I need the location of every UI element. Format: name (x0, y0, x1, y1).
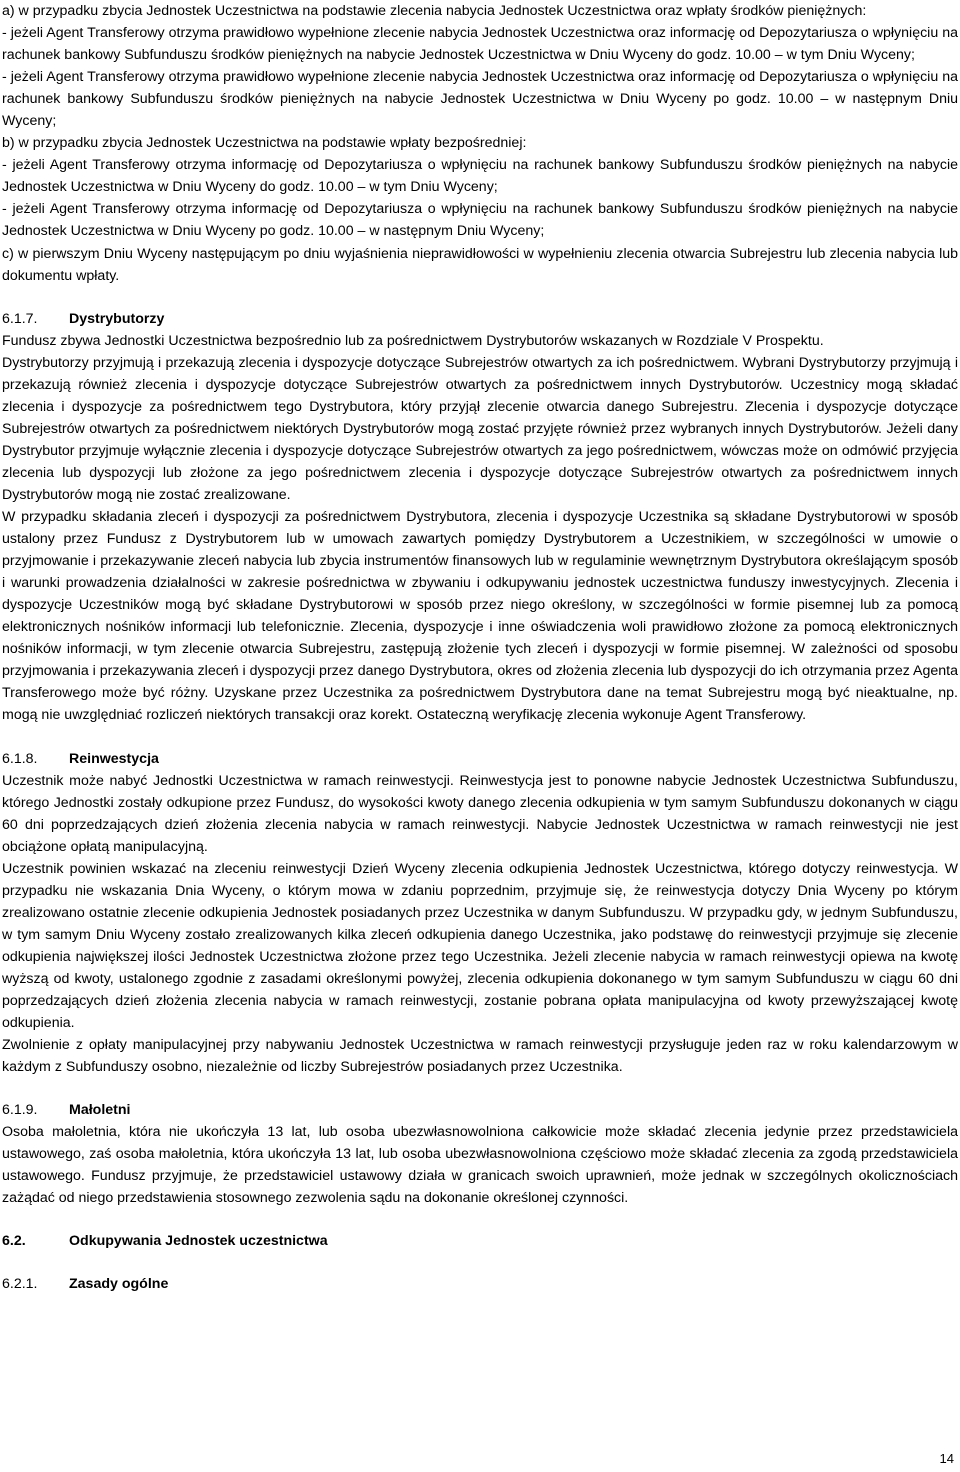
section-heading (2, 1230, 958, 1252)
section-heading (2, 1099, 958, 1121)
section-heading (2, 308, 958, 330)
paragraph: Uczestnik powinien wskazać na zleceniu reinwestycji Dzień Wyceny zlecenia odkupienia Jednostek Uczestnictwa, którego dotyczy reinwestycja. W przypadku nie wskazania Dnia Wyceny, o którym mowa w zdaniu poprzednim, przyjmuje się, że reinwestycja dotyczy Dnia Wyceny po którym zrealizowano ostatnie zlecenie odkupienia Jednostek posiadanych przez Uczestnika w danym Subfunduszu. W przypadku gdy, w jednym Subfunduszu, w tym samym Dniu Wyceny zostało zrealizowanych kilka zleceń odkupienia danego Uczestnika, jako podstawę do reinwestycji przyjmuje się zlecenie odkupienia największej ilości Jednostek Uczestnictwa złożone przez tego Uczestnika. Jeżeli zlecenie nabycia w ramach reinwestycji opiewa na kwotę wyższą od kwoty, ustalonego zgodnie z zasadami określonymi powyżej, zlecenia odkupienia dokonanego w tym samym Subfunduszu w ciągu 60 dni poprzedzających dzień złożenia zlecenia nabycia w ramach reinwestycji, zostanie pobrana opłata manipulacyjna od kwoty przewyższającej kwotę odkupienia. (2, 860, 958, 1032)
paragraph-gap (2, 1078, 958, 1099)
paragraph: Uczestnik może nabyć Jednostki Uczestnictwa w ramach reinwestycji. Reinwestycja jest to ponowne nabycie Jednostek Uczestnictwa Subfunduszu, którego Jednostki zostały odkupione przez Fundusz, do wysokości kwoty danego zlecenia odkupienia w tym samym Subfunduszu dokonanych w ciągu 60 dni poprzedzających dzień złożenia zlecenia nabycia w ramach reinwestycji. Nabycie Jednostek Uczestnictwa w ramach reinwestycji nie jest obciążone opłatą manipulacyjną. (2, 772, 958, 855)
paragraph: Zwolnienie z opłaty manipulacyjnej przy nabywaniu Jednostek Uczestnictwa w ramach reinwestycji przysługuje jeden raz w roku kalendarzowym w każdym z Subfunduszy osobno, niezależnie od liczby Subrejestrów posiadanych przez Uczestnika. (2, 1037, 958, 1076)
paragraph: c) w pierwszym Dniu Wyceny następującym po dniu wyjaśnienia nieprawidłowości w wypełnieniu zlecenia otwarcia Subrejestru lub zlecenia nabycia lub dokumentu wpłaty. (2, 245, 958, 284)
document-body (2, 0, 958, 1296)
paragraph-gap (2, 1209, 958, 1230)
section-title: Dystrybutorzy (69, 310, 165, 327)
paragraph-gap (2, 287, 958, 308)
section-heading (2, 1273, 958, 1295)
paragraph: Osoba małoletnia, która nie ukończyła 13 lat, lub osoba ubezwłasnowolniona całkowicie może składać zlecenia jedynie przez przedstawiciela ustawowego, zaś osoba małoletnia, która ukończyła 13 lat, lub osoba ubezwłasnowolniona częściowo może składać zlecenia za zgodą przedstawiciela ustawowego. Fundusz przyjmuje, że przedstawiciel ustawowy działa w granicach swoich uprawnień, może jednak w szczególnych okolicznościach zażądać od niego przedstawienia stosownego zezwolenia sądu na dokonanie określonej czynności. (2, 1124, 958, 1207)
paragraph: - jeżeli Agent Transferowy otrzyma prawidłowo wypełnione zlecenie nabycia Jednostek Uczestnictwa oraz informację od Depozytariusza o wpłynięciu na rachunek bankowy Subfunduszu środków pieniężnych na nabycie Jednostek Uczestnictwa w Dniu Wyceny po godz. 10.00 – w następnym Dniu Wyceny; (2, 69, 958, 130)
section-number: 6.1.8. (2, 750, 38, 767)
section-title: Małoletni (69, 1102, 131, 1119)
paragraph: - jeżeli Agent Transferowy otrzyma prawidłowo wypełnione zlecenie nabycia Jednostek Uczestnictwa oraz informację od Depozytariusza o wpłynięciu na rachunek bankowy Subfunduszu środków pieniężnych na nabycie Jednostek Uczestnictwa w Dniu Wyceny do godz. 10.00 – w tym Dniu Wyceny; (2, 25, 958, 64)
paragraph: - jeżeli Agent Transferowy otrzyma informację od Depozytariusza o wpłynięciu na rachunek bankowy Subfunduszu środków pieniężnych na nabycie Jednostek Uczestnictwa w Dniu Wyceny po godz. 10.00 – w następnym Dniu Wyceny; (2, 201, 958, 240)
section-heading (2, 748, 958, 770)
paragraph: a) w przypadku zbycia Jednostek Uczestnictwa na podstawie zlecenia nabycia Jednostek Uczestnictwa oraz wpłaty środków pieniężnych: (2, 3, 867, 19)
paragraph-gap (2, 727, 958, 748)
section-title: Reinwestycja (69, 750, 159, 767)
section-number: 6.1.9. (2, 1102, 38, 1119)
section-number: 6.2. (2, 1233, 26, 1250)
paragraph: Dystrybutorzy przyjmują i przekazują zlecenia i dyspozycje dotyczące Subrejestrów otwartych za ich pośrednictwem. Wybrani Dystrybutorzy przyjmują i przekazują również zlecenia i dyspozycje dotyczące Subrejestrów otwartych za pośrednictwem innych Dystrybutorów. Uczestnicy mogą składać zlecenia i dyspozycje za pośrednictwem tego Dystrybutora, który przyjął zlecenie otwarcia danego Subrejestru. Zlecenia i dyspozycje dotyczące Subrejestrów otwartych za pośrednictwem niektórych Dystrybutorów mogą zostać przyjęte również przez wybranych innych Dystrybutorów. Jeżeli dany Dystrybutor przyjmuje wyłącznie zlecenia i dyspozycje dotyczące Subrejestrów otwartych za jego pośrednictwem, wówczas może on odmówić przyjęcia zlecenia lub dyspozycji lub złożone za jego pośrednictwem zlecenia i dyspozycje dotyczące Subrejestrów otwartych za pośrednictwem innych Dystrybutorów mogą nie zostać zrealizowane. (2, 354, 958, 503)
paragraph-gap (2, 1252, 958, 1273)
section-title: Odkupywania Jednostek uczestnictwa (69, 1233, 328, 1250)
section-title: Zasady ogólne (69, 1276, 169, 1293)
paragraph: b) w przypadku zbycia Jednostek Uczestnictwa na podstawie wpłaty bezpośredniej: (2, 135, 527, 152)
section-number: 6.1.7. (2, 310, 38, 327)
paragraph: - jeżeli Agent Transferowy otrzyma informację od Depozytariusza o wpłynięciu na rachunek bankowy Subfunduszu środków pieniężnych na nabycie Jednostek Uczestnictwa w Dniu Wyceny do godz. 10.00 – w tym Dniu Wyceny; (2, 157, 958, 196)
paragraph: W przypadku składania zleceń i dyspozycji za pośrednictwem Dystrybutora, zlecenia i dyspozycje Uczestnika są składane Dystrybutorowi w sposób ustalony przez Fundusz z Dystrybutorem lub w umowach zawartych pomiędzy Dystrybutorem a Uczestnikiem, w szczególności w umowie o przyjmowanie i przekazywanie zleceń nabycia lub zbycia instrumentów finansowych lub w regulaminie wewnętrznym Dystrybutora określającym sposób i warunki prowadzenia działalności w zakresie pośrednictwa w zbywaniu i odkupywaniu jednostek uczestnictwa funduszy inwestycyjnych. Zlecenia i dyspozycje Uczestników mogą być składane Dystrybutorowi w sposób przez niego określony, w szczególności w formie pisemnej lub za pomocą elektronicznych nośników informacji lub telefonicznie. Zlecenia, dyspozycje i inne oświadczenia woli prawidłowo złożone za pomocą elektronicznych nośników informacji, w tym zlecenie otwarcia Subrejestru, zastępują złożenie tych zleceń i dyspozycji w formie pisemnej. W zależności od sposobu przyjmowania i przekazywania zleceń i dyspozycji przez danego Dystrybutora, okres od złożenia zlecenia lub dyspozycji do ich otrzymania przez Agenta Transferowego może być różny. Uzyskane przez Uczestnika za pośrednictwem Dystrybutora dane na temat Subrejestru mogą być nieaktualne, np. mogą nie uwzględniać rozliczeń niektórych transakcji oraz korekt. Ostateczną weryfikację zlecenia wykonuje Agent Transferowy. (2, 509, 958, 724)
page-number: 14 (939, 1451, 954, 1466)
paragraph: Fundusz zbywa Jednostki Uczestnictwa bezpośrednio lub za pośrednictwem Dystrybutorów wskazanych w Rozdziale V Prospektu. (2, 332, 824, 349)
section-number: 6.2.1. (2, 1276, 38, 1293)
